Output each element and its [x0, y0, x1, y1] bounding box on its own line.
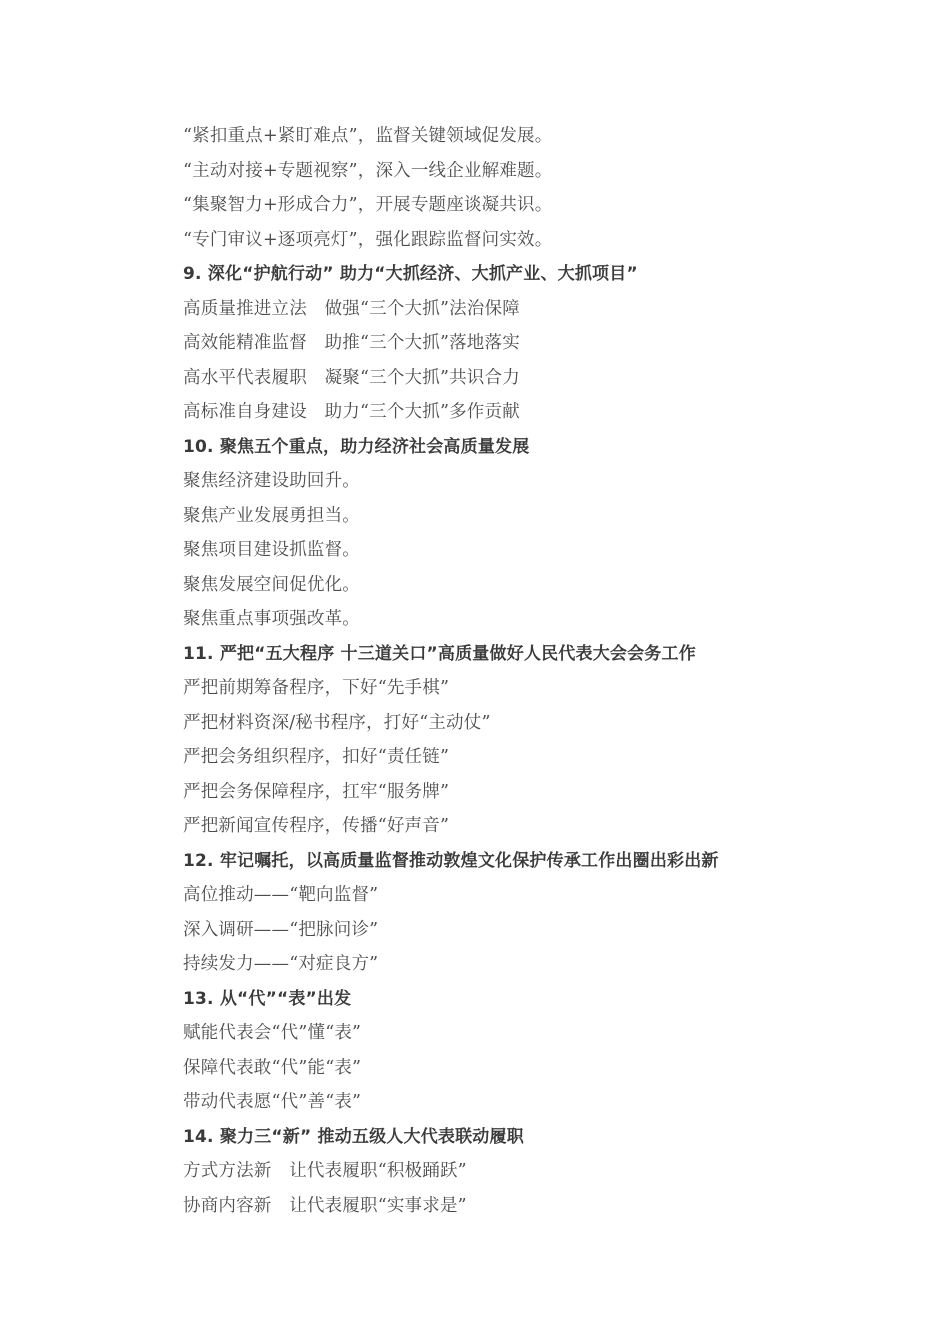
section-11-item: 严把新闻宣传程序，传播“好声音” [183, 816, 450, 836]
section-heading-13: 13. 从“代”“表”出发 [183, 988, 352, 1009]
section-heading-12: 12. 牢记嘱托，以高质量监督推动敦煌文化保护传承工作出圈出彩出新 [183, 850, 719, 871]
section-9-item: 高效能精准监督 助推“三个大抓”落地落实 [183, 333, 520, 353]
section-10-item: 聚焦产业发展勇担当。 [183, 505, 360, 526]
section-14-item: 方式方法新 让代表履职“积极踊跃” [183, 1161, 467, 1181]
section-13-item: 赋能代表会“代”懂“表” [183, 1023, 362, 1043]
section-12-item: 高位推动——“靶向监督” [183, 885, 379, 905]
document-body [183, 119, 923, 1223]
section-12-item: 深入调研——“把脉问诊” [183, 919, 379, 940]
section-12-item: 持续发力——“对症良方” [183, 954, 379, 974]
section-13-item: 带动代表愿“代”善“表” [183, 1092, 362, 1112]
intro-line: “主动对接+专题视察”，深入一线企业解难题。 [183, 160, 553, 181]
section-11-item: 严把材料资深/秘书程序，打好“主动仗” [183, 712, 491, 733]
section-11-item: 严把会务保障程序，扛牢“服务牌” [183, 781, 450, 802]
section-9-item: 高质量推进立法 做强“三个大抓”法治保障 [183, 298, 520, 319]
section-heading-11: 11. 严把“五大程序 十三道关口”高质量做好人民代表大会会务工作 [183, 643, 696, 664]
section-heading-9: 9. 深化“护航行动” 助力“大抓经济、大抓产业、大抓项目” [183, 264, 638, 284]
section-10-item: 聚焦经济建设助回升。 [183, 471, 360, 491]
section-10-item: 聚焦项目建设抓监督。 [183, 540, 360, 560]
section-9-item: 高标准自身建设 助力“三个大抓”多作贡献 [183, 402, 520, 422]
section-heading-10: 10. 聚焦五个重点，助力经济社会高质量发展 [183, 436, 530, 457]
intro-line: “紧扣重点+紧盯难点”，监督关键领域促发展。 [183, 126, 553, 146]
section-13-item: 保障代表敢“代”能“表” [183, 1057, 362, 1078]
section-10-item: 聚焦重点事项强改革。 [183, 609, 360, 629]
section-11-item: 严把前期筹备程序，下好“先手棋” [183, 678, 450, 698]
section-14-item: 协商内容新 让代表履职“实事求是” [183, 1195, 467, 1216]
section-10-item: 聚焦发展空间促优化。 [183, 574, 360, 595]
intro-line: “专门审议+逐项亮灯”，强化跟踪监督问实效。 [183, 229, 553, 250]
intro-line: “集聚智力+形成合力”，开展专题座谈凝共识。 [183, 195, 553, 215]
section-heading-14: 14. 聚力三“新” 推动五级人大代表联动履职 [183, 1126, 524, 1147]
section-11-item: 严把会务组织程序，扣好“责任链” [183, 747, 450, 767]
section-9-item: 高水平代表履职 凝聚“三个大抓”共识合力 [183, 367, 520, 388]
